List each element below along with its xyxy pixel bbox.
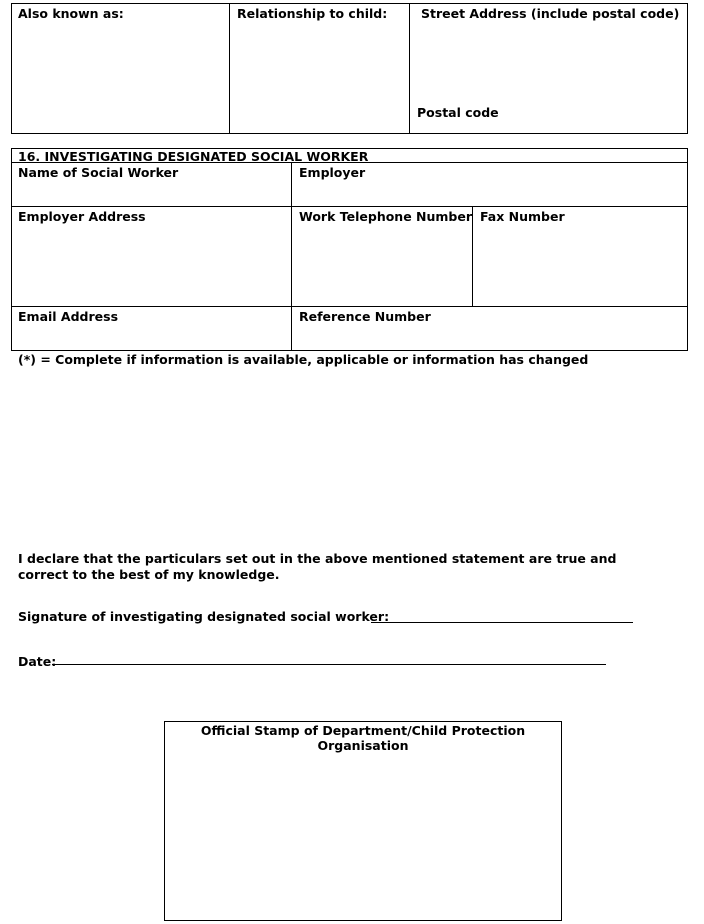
- employer-label: Employer: [299, 165, 366, 180]
- section-16-row-rule-1: [11, 206, 688, 207]
- reference-number-label: Reference Number: [299, 309, 431, 324]
- section-16-heading-rule: [11, 162, 688, 163]
- relationship-label: Relationship to child:: [237, 6, 388, 21]
- fax-number-label: Fax Number: [480, 209, 565, 224]
- name-of-social-worker-label: Name of Social Worker: [18, 165, 179, 180]
- postal-code-label: Postal code: [417, 105, 499, 120]
- section-16-heading: 16. INVESTIGATING DESIGNATED SOCIAL WORKER: [18, 149, 369, 164]
- date-label: Date:: [18, 654, 57, 669]
- declaration-text: I declare that the particulars set out in the above mentioned statement are true and correct to the best of my knowledge.: [18, 551, 617, 582]
- section-16-col-rule-1: [291, 162, 292, 351]
- employer-address-label: Employer Address: [18, 209, 146, 224]
- also-known-as-label: Also known as:: [18, 6, 124, 21]
- date-line[interactable]: [52, 664, 606, 665]
- stamp-title-line-1: Official Stamp of Department/Child Protection: [200, 723, 526, 738]
- signature-label: Signature of investigating designated social worker:: [18, 609, 390, 624]
- email-address-label: Email Address: [18, 309, 119, 324]
- section-16-row-rule-2: [11, 306, 688, 307]
- stamp-title-line-2: Organisation: [317, 738, 409, 753]
- top-table-divider-2: [409, 3, 410, 134]
- work-telephone-label: Work Telephone Number: [299, 209, 473, 224]
- section-16-col-rule-2: [472, 206, 473, 306]
- footnote: (*) = Complete if information is available, applicable or information has changed: [18, 352, 589, 367]
- street-address-label: Street Address (include postal code): [421, 6, 680, 21]
- top-table-divider-1: [229, 3, 230, 134]
- signature-line[interactable]: [371, 622, 633, 623]
- top-table: [11, 3, 688, 134]
